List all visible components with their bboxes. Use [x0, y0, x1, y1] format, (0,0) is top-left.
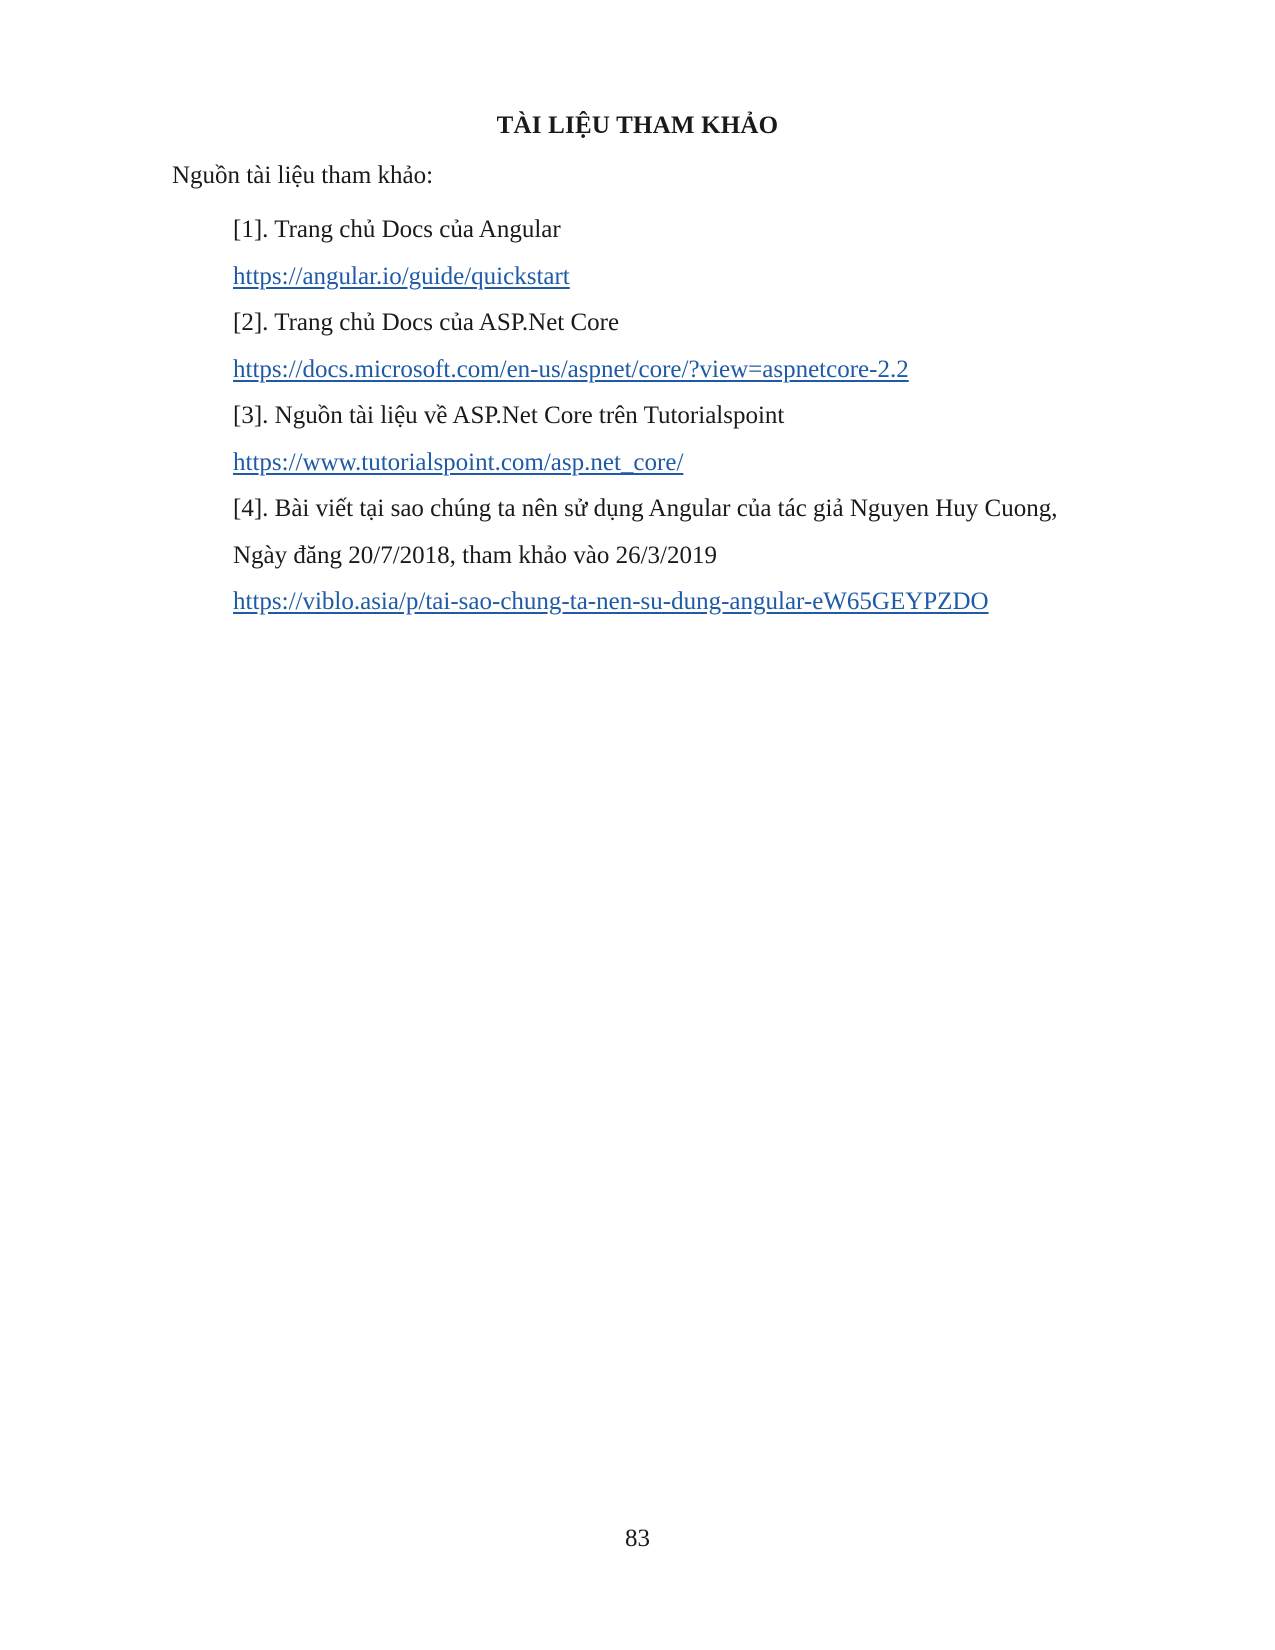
reference-title: [3]. Nguồn tài liệu về ASP.Net Core trên Tutorialspoint — [233, 402, 785, 429]
reference-list — [233, 207, 1133, 626]
page-title: TÀI LIỆU THAM KHẢO — [496, 112, 779, 139]
reference-link[interactable]: https://viblo.asia/p/tai-sao-chung-ta-nen-su-dung-angular-eW65GEYPZDO — [233, 588, 989, 615]
reference-link[interactable]: https://docs.microsoft.com/en-us/aspnet/core/?view=aspnetcore-2.2 — [233, 355, 909, 383]
reference-item-1 — [233, 207, 1133, 300]
reference-link[interactable]: https://www.tutorialspoint.com/asp.net_core/ — [233, 448, 684, 476]
reference-title: [4]. Bài viết tại sao chúng ta nên sử dụng Angular của tác giả Nguyen Huy Cuong, — [233, 495, 1058, 522]
references-intro: Nguồn tài liệu tham khảo: — [172, 162, 434, 189]
page-number: 83 — [625, 1525, 650, 1552]
reference-title: [1]. Trang chủ Docs của Angular — [233, 216, 561, 243]
reference-title: [2]. Trang chủ Docs của ASP.Net Core — [233, 309, 620, 336]
reference-item-4 — [233, 486, 1133, 626]
reference-title-continued: Ngày đăng 20/7/2018, tham khảo vào 26/3/2019 — [233, 541, 717, 569]
reference-link[interactable]: https://angular.io/guide/quickstart — [233, 262, 570, 290]
reference-item-2 — [233, 300, 1133, 393]
reference-item-3 — [233, 393, 1133, 486]
